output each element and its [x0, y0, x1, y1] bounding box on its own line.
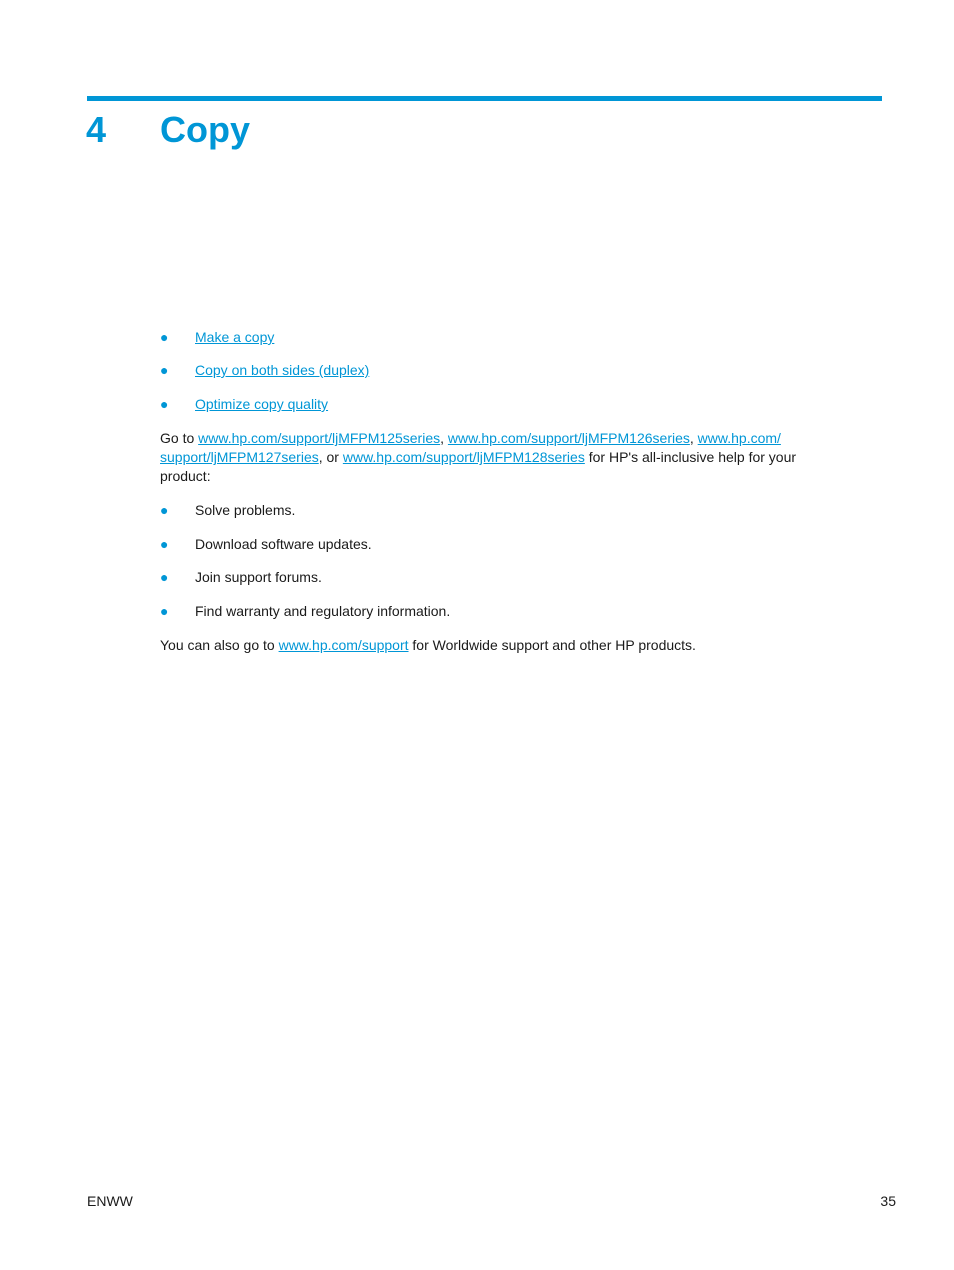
link-make-a-copy[interactable]: Make a copy [195, 329, 275, 345]
bullet-icon: ● [160, 502, 169, 518]
page-number: 35 [880, 1193, 896, 1209]
support-paragraph [160, 429, 850, 486]
chapter-title: Copy [160, 109, 250, 150]
task-label: Join support forums. [195, 569, 322, 585]
task-label: Download software updates. [195, 536, 372, 552]
chapter-rule [87, 96, 882, 101]
link-m128-support[interactable]: www.hp.com/support/ljMFPM128series [342, 449, 585, 465]
bullet-icon: ● [160, 396, 169, 412]
link-m125-support[interactable]: www.hp.com/support/ljMFPM125series [198, 430, 441, 446]
link-copy-duplex[interactable]: Copy on both sides (duplex) [195, 362, 370, 378]
link-optimize-quality[interactable]: Optimize copy quality [195, 396, 329, 412]
link-m126-support[interactable]: www.hp.com/support/ljMFPM126series [447, 430, 690, 446]
closing-suffix: for Worldwide support and other HP products. [412, 637, 696, 653]
bullet-icon: ● [160, 603, 169, 619]
separator: , [689, 430, 694, 446]
task-label: Solve problems. [195, 502, 296, 518]
link-m127-support-part1[interactable]: www.hp.com/ [697, 430, 781, 446]
support-suffix: for HP's all-inclusive help for your [588, 449, 797, 465]
task-label: Find warranty and regulatory information. [195, 603, 451, 619]
bullet-icon: ● [160, 536, 169, 552]
separator: , or [318, 449, 339, 465]
link-m127-support-part2[interactable]: support/ljMFPM127series [160, 449, 319, 465]
closing-prefix: You can also go to [160, 637, 275, 653]
support-prefix: Go to [160, 430, 195, 446]
chapter-number: 4 [86, 109, 107, 150]
link-hp-support[interactable]: www.hp.com/support [278, 637, 409, 653]
separator: , [440, 430, 445, 446]
support-suffix-end: product: [160, 468, 211, 484]
bullet-icon: ● [160, 329, 169, 345]
bullet-icon: ● [160, 569, 169, 585]
closing-paragraph [160, 636, 850, 655]
footer-label: ENWW [87, 1193, 133, 1209]
bullet-icon: ● [160, 362, 169, 378]
